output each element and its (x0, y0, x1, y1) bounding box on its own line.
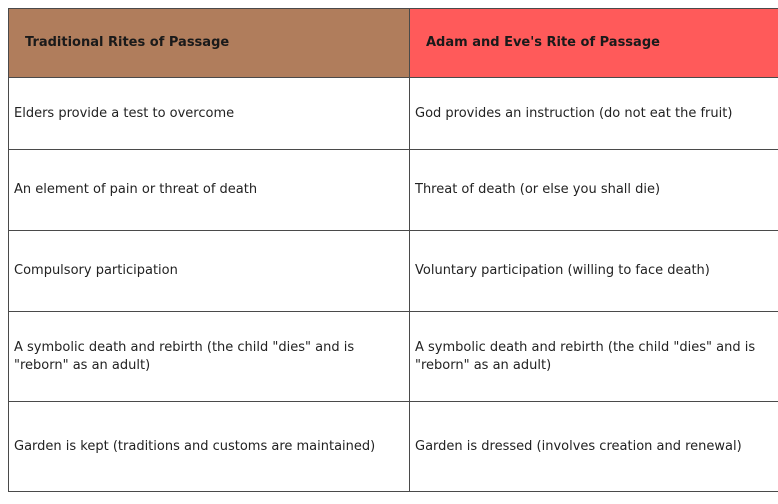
table-row (9, 78, 778, 150)
cell-traditional: A symbolic death and rebirth (the child "dies" and is "reborn" as an adult) (9, 312, 410, 402)
table-row (9, 312, 778, 402)
cell-adam-eve: Threat of death (or else you shall die) (410, 150, 778, 231)
header-adam-eve-rite: Adam and Eve's Rite of Passage (410, 9, 778, 78)
table-row (9, 150, 778, 231)
cell-adam-eve: A symbolic death and rebirth (the child "dies" and is "reborn" as an adult) (410, 312, 778, 402)
table-row (9, 231, 778, 312)
cell-adam-eve: Voluntary participation (willing to face death) (410, 231, 778, 312)
cell-traditional: Elders provide a test to overcome (9, 78, 410, 150)
table-row (9, 402, 778, 492)
cell-traditional: Compulsory participation (9, 231, 410, 312)
cell-traditional: An element of pain or threat of death (9, 150, 410, 231)
header-row (9, 9, 778, 78)
comparison-table (8, 8, 778, 492)
cell-traditional: Garden is kept (traditions and customs are maintained) (9, 402, 410, 492)
cell-adam-eve: Garden is dressed (involves creation and renewal) (410, 402, 778, 492)
table-body (9, 78, 778, 492)
table-header (9, 9, 778, 78)
cell-adam-eve: God provides an instruction (do not eat the fruit) (410, 78, 778, 150)
header-traditional-rites: Traditional Rites of Passage (9, 9, 410, 78)
